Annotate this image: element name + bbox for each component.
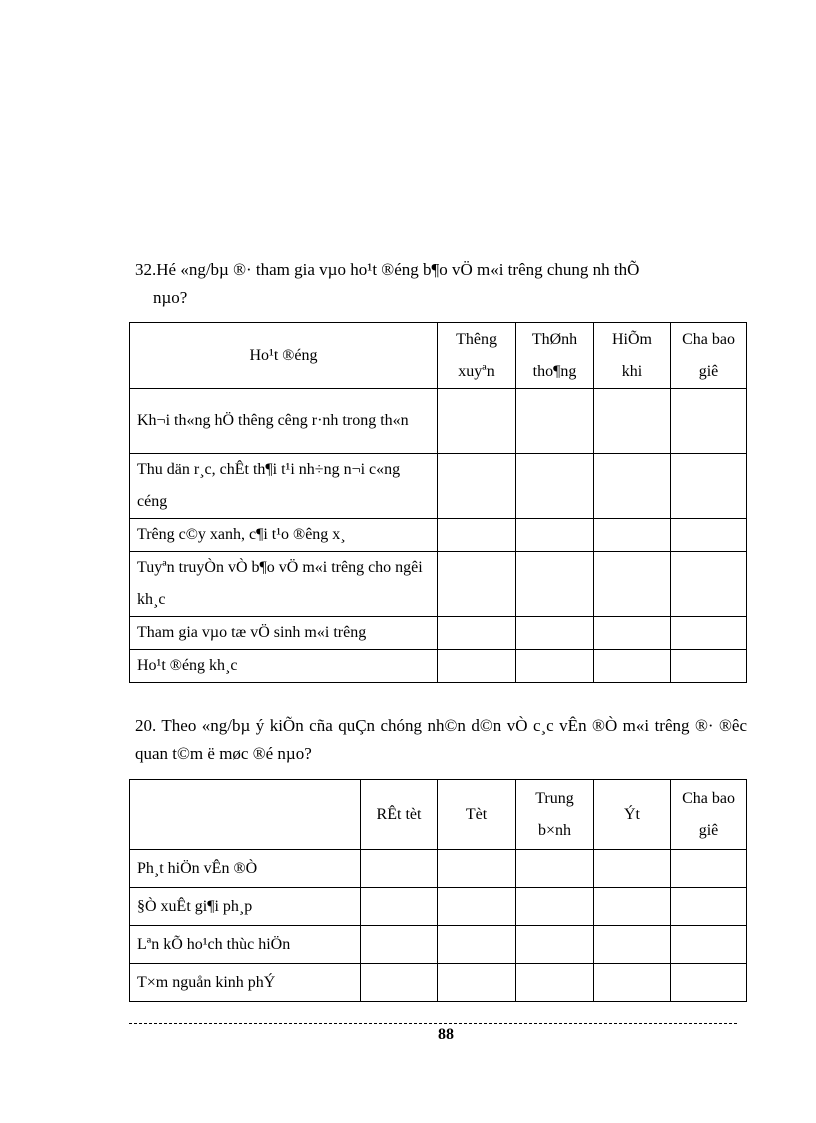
checkbox-cell[interactable] — [361, 964, 438, 1002]
checkbox-cell[interactable] — [438, 519, 516, 552]
checkbox-cell[interactable] — [438, 964, 516, 1002]
checkbox-cell[interactable] — [671, 888, 747, 926]
question-20: 20. Theo «ng/bµ ý kiÕn cña quÇn chóng nh©n d©n vÒ c¸c vÊn ®Ò m«i trêng ®· ®êc quan t©m ë møc ®é nµo? — [135, 716, 747, 763]
table-row — [130, 519, 747, 552]
header-never: Cha bao giê — [671, 780, 747, 850]
checkbox-cell[interactable] — [516, 850, 594, 888]
table-header-row — [130, 323, 747, 389]
checkbox-cell[interactable] — [671, 617, 747, 650]
header-little: Ýt — [594, 780, 671, 850]
checkbox-cell[interactable] — [438, 650, 516, 683]
checkbox-cell[interactable] — [671, 926, 747, 964]
checkbox-cell[interactable] — [438, 454, 516, 519]
checkbox-cell[interactable] — [438, 850, 516, 888]
checkbox-cell[interactable] — [516, 389, 594, 454]
table-row — [130, 617, 747, 650]
checkbox-cell[interactable] — [361, 926, 438, 964]
row-label: Lªn kÕ ho¹ch thùc hiÖn — [130, 926, 361, 964]
header-rarely: HiÕm khi — [594, 323, 671, 389]
question-32-line-2: nµo? — [153, 288, 188, 307]
checkbox-cell[interactable] — [438, 552, 516, 617]
checkbox-cell[interactable] — [594, 964, 671, 1002]
checkbox-cell[interactable] — [594, 650, 671, 683]
checkbox-cell[interactable] — [594, 926, 671, 964]
opinion-table — [129, 779, 747, 1002]
checkbox-cell[interactable] — [438, 888, 516, 926]
row-label: Tuyªn truyÒn vÒ b¶o vÖ m«i trêng cho ngêi kh¸c — [130, 552, 438, 617]
footer-divider — [129, 1023, 737, 1024]
header-very-good: RÊt tèt — [361, 780, 438, 850]
checkbox-cell[interactable] — [671, 454, 747, 519]
checkbox-cell[interactable] — [594, 454, 671, 519]
checkbox-cell[interactable] — [516, 617, 594, 650]
checkbox-cell[interactable] — [594, 850, 671, 888]
checkbox-cell[interactable] — [594, 519, 671, 552]
checkbox-cell[interactable] — [671, 389, 747, 454]
checkbox-cell[interactable] — [438, 389, 516, 454]
table-row — [130, 650, 747, 683]
checkbox-cell[interactable] — [438, 617, 516, 650]
table-header-row — [130, 780, 747, 850]
page-number: 88 — [438, 1026, 454, 1043]
row-label: Kh¬i th«ng hÖ thêng cêng r·nh trong th«n — [130, 389, 438, 454]
header-empty — [130, 780, 361, 850]
checkbox-cell[interactable] — [594, 888, 671, 926]
checkbox-cell[interactable] — [361, 888, 438, 926]
header-never: Cha bao giê — [671, 323, 747, 389]
checkbox-cell[interactable] — [516, 926, 594, 964]
checkbox-cell[interactable] — [516, 964, 594, 1002]
checkbox-cell[interactable] — [516, 552, 594, 617]
row-label: §Ò xuÊt gi¶i ph¸p — [130, 888, 361, 926]
table-row — [130, 926, 747, 964]
row-label: Trêng c©y xanh, c¶i t¹o ®êng x¸ — [130, 519, 438, 552]
checkbox-cell[interactable] — [594, 552, 671, 617]
table-row — [130, 964, 747, 1002]
checkbox-cell[interactable] — [594, 389, 671, 454]
header-sometimes: ThØnh tho¶ng — [516, 323, 594, 389]
question-32-line-1: 32.Hé «ng/bµ ®· tham gia vµo ho¹t ®éng b¶o vÖ m«i trêng chung nh thÕ — [135, 260, 640, 279]
row-label: T×m nguån kinh phÝ — [130, 964, 361, 1002]
header-average: Trung b×nh — [516, 780, 594, 850]
checkbox-cell[interactable] — [671, 964, 747, 1002]
checkbox-cell[interactable] — [516, 888, 594, 926]
activities-table — [129, 322, 747, 683]
header-regularly: Thêng xuyªn — [438, 323, 516, 389]
table-row — [130, 850, 747, 888]
row-label: Tham gia vµo tæ vÖ sinh m«i trêng — [130, 617, 438, 650]
table-row — [130, 552, 747, 617]
row-label: Ho¹t ®éng kh¸c — [130, 650, 438, 683]
checkbox-cell[interactable] — [516, 454, 594, 519]
table-row — [130, 454, 747, 519]
question-32 — [135, 256, 747, 312]
checkbox-cell[interactable] — [671, 519, 747, 552]
checkbox-cell[interactable] — [438, 926, 516, 964]
checkbox-cell[interactable] — [671, 850, 747, 888]
checkbox-cell[interactable] — [361, 850, 438, 888]
table-row — [130, 389, 747, 454]
checkbox-cell[interactable] — [671, 650, 747, 683]
checkbox-cell[interactable] — [516, 650, 594, 683]
checkbox-cell[interactable] — [594, 617, 671, 650]
checkbox-cell[interactable] — [516, 519, 594, 552]
table-row — [130, 888, 747, 926]
header-activity: Ho¹t ®éng — [130, 323, 438, 389]
header-good: Tèt — [438, 780, 516, 850]
checkbox-cell[interactable] — [671, 552, 747, 617]
row-label: Thu dän r¸c, chÊt th¶i t¹i nh÷ng n¬i c«ng céng — [130, 454, 438, 519]
row-label: Ph¸t hiÖn vÊn ®Ò — [130, 850, 361, 888]
